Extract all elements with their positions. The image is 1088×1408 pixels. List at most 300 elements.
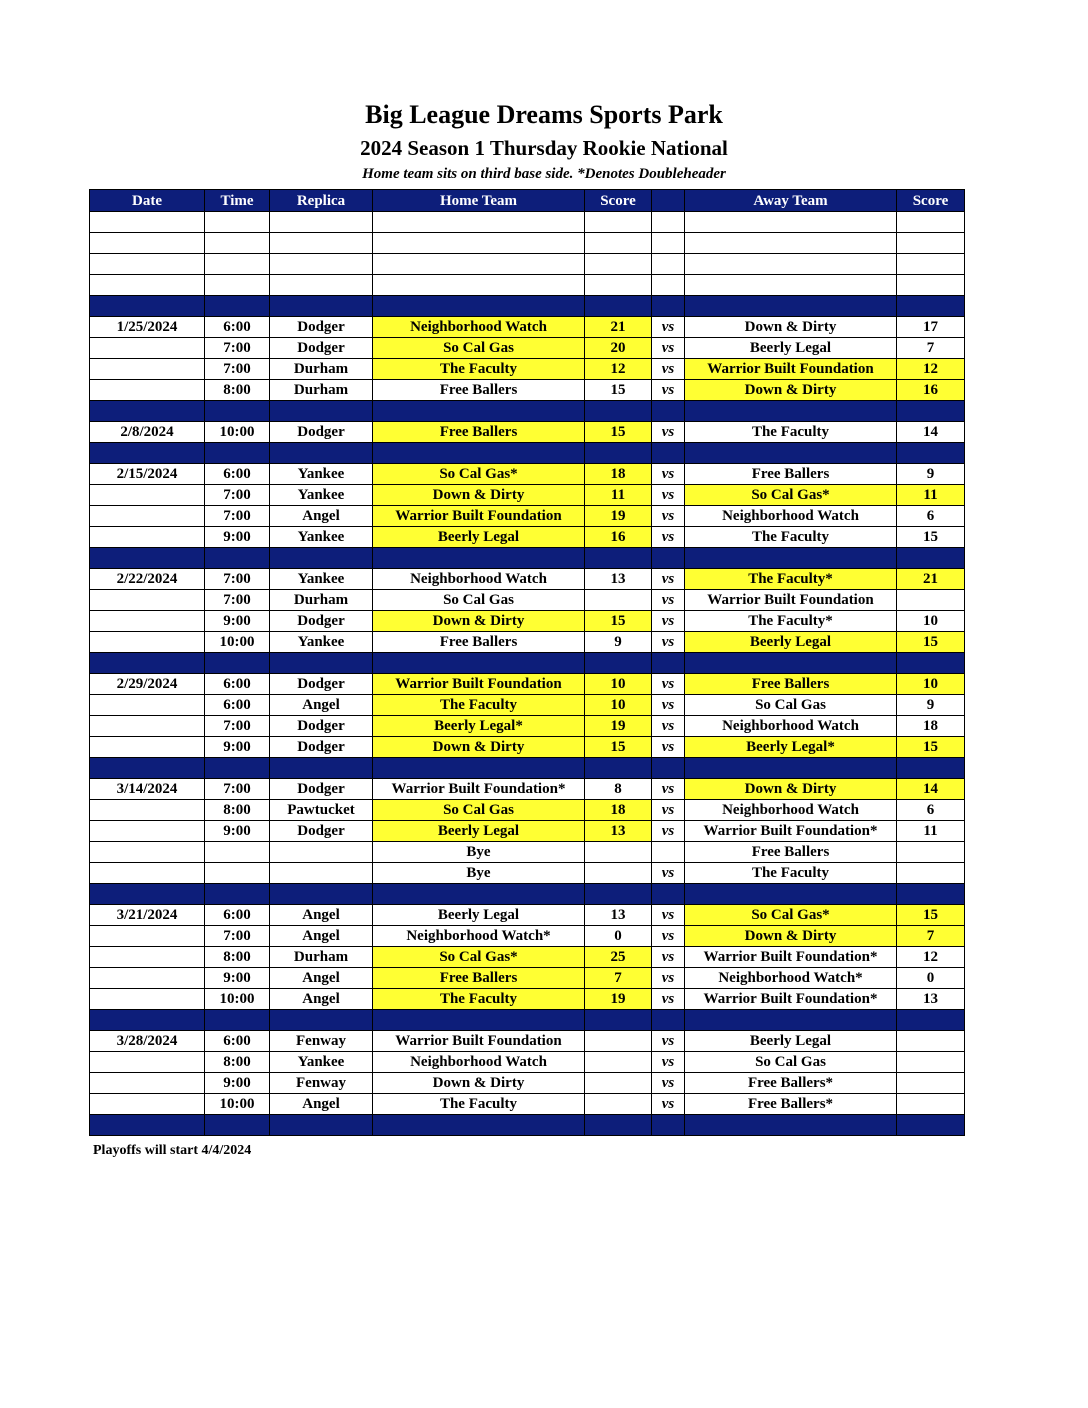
- away-team-cell: Free Ballers: [685, 674, 897, 695]
- blank-cell: [90, 254, 205, 275]
- replica-cell: Dodger: [270, 422, 373, 443]
- away-score-cell: 7: [897, 926, 965, 947]
- separator-cell: [205, 443, 270, 464]
- away-score-cell: [897, 1094, 965, 1115]
- vs-cell: vs: [652, 1094, 685, 1115]
- separator-cell: [585, 758, 652, 779]
- table-row: [90, 716, 965, 737]
- table-row: [90, 968, 965, 989]
- home-team-cell: The Faculty: [373, 695, 585, 716]
- time-cell: 10:00: [205, 632, 270, 653]
- home-score-cell: [585, 842, 652, 863]
- separator-cell: [373, 296, 585, 317]
- away-score-cell: 6: [897, 506, 965, 527]
- separator-cell: [270, 1010, 373, 1031]
- date-cell: 2/29/2024: [90, 674, 205, 695]
- home-score-cell: 10: [585, 674, 652, 695]
- home-score-cell: [585, 1031, 652, 1052]
- vs-cell: vs: [652, 611, 685, 632]
- blank-cell: [585, 233, 652, 254]
- blank-cell: [90, 275, 205, 296]
- separator-cell: [373, 548, 585, 569]
- separator-cell: [90, 401, 205, 422]
- time-cell: 7:00: [205, 779, 270, 800]
- vs-cell: vs: [652, 506, 685, 527]
- vs-cell: vs: [652, 947, 685, 968]
- table-row: [90, 674, 965, 695]
- home-score-cell: 15: [585, 737, 652, 758]
- table-row: [90, 422, 965, 443]
- table-row: [90, 1052, 965, 1073]
- separator-row: [90, 1010, 965, 1031]
- home-team-cell: Free Ballers: [373, 968, 585, 989]
- date-cell: 3/14/2024: [90, 779, 205, 800]
- away-team-cell: The Faculty*: [685, 569, 897, 590]
- replica-cell: Dodger: [270, 338, 373, 359]
- away-team-cell: Beerly Legal: [685, 1031, 897, 1052]
- away-score-cell: [897, 590, 965, 611]
- time-cell: 9:00: [205, 737, 270, 758]
- separator-cell: [652, 1010, 685, 1031]
- blank-cell: [205, 275, 270, 296]
- vs-cell: vs: [652, 821, 685, 842]
- home-team-cell: Free Ballers: [373, 380, 585, 401]
- separator-cell: [585, 296, 652, 317]
- separator-cell: [270, 1115, 373, 1136]
- separator-cell: [585, 443, 652, 464]
- blank-cell: [685, 254, 897, 275]
- separator-cell: [205, 653, 270, 674]
- table-row: [90, 905, 965, 926]
- blank-cell: [90, 233, 205, 254]
- time-cell: 6:00: [205, 695, 270, 716]
- time-cell: 10:00: [205, 422, 270, 443]
- schedule-table: [89, 189, 965, 1136]
- away-team-cell: Warrior Built Foundation*: [685, 947, 897, 968]
- home-score-cell: 12: [585, 359, 652, 380]
- table-row: [90, 380, 965, 401]
- blank-row: [90, 254, 965, 275]
- separator-cell: [270, 884, 373, 905]
- away-team-cell: Warrior Built Foundation: [685, 590, 897, 611]
- table-row: [90, 569, 965, 590]
- date-cell: [90, 1094, 205, 1115]
- date-cell: [90, 863, 205, 884]
- date-cell: [90, 632, 205, 653]
- home-score-cell: 20: [585, 338, 652, 359]
- blank-cell: [205, 233, 270, 254]
- blank-cell: [373, 254, 585, 275]
- table-row: [90, 317, 965, 338]
- vs-cell: vs: [652, 674, 685, 695]
- separator-cell: [685, 884, 897, 905]
- separator-cell: [90, 1010, 205, 1031]
- replica-cell: Dodger: [270, 821, 373, 842]
- vs-cell: vs: [652, 905, 685, 926]
- separator-cell: [652, 401, 685, 422]
- home-team-cell: Down & Dirty: [373, 611, 585, 632]
- home-team-cell: Bye: [373, 842, 585, 863]
- vs-cell: vs: [652, 926, 685, 947]
- away-score-cell: [897, 842, 965, 863]
- home-score-cell: 15: [585, 422, 652, 443]
- separator-row: [90, 884, 965, 905]
- vs-cell: vs: [652, 1031, 685, 1052]
- blank-cell: [585, 275, 652, 296]
- date-cell: 3/28/2024: [90, 1031, 205, 1052]
- replica-cell: Angel: [270, 695, 373, 716]
- away-score-cell: 15: [897, 527, 965, 548]
- home-score-cell: 9: [585, 632, 652, 653]
- table-row: [90, 1094, 965, 1115]
- away-team-cell: So Cal Gas: [685, 695, 897, 716]
- separator-cell: [685, 1010, 897, 1031]
- home-team-cell: So Cal Gas: [373, 338, 585, 359]
- replica-cell: Yankee: [270, 464, 373, 485]
- replica-cell: Dodger: [270, 779, 373, 800]
- page-subtitle: 2024 Season 1 Thursday Rookie National: [360, 136, 728, 160]
- home-team-cell: So Cal Gas: [373, 590, 585, 611]
- page-title: Big League Dreams Sports Park: [365, 100, 723, 129]
- replica-cell: Yankee: [270, 527, 373, 548]
- table-row: [90, 359, 965, 380]
- home-score-cell: [585, 1094, 652, 1115]
- time-cell: 7:00: [205, 590, 270, 611]
- playoffs-note: Playoffs will start 4/4/2024: [93, 1143, 252, 1158]
- away-score-cell: 16: [897, 380, 965, 401]
- home-team-cell: Neighborhood Watch: [373, 1052, 585, 1073]
- replica-cell: [270, 842, 373, 863]
- blank-cell: [270, 212, 373, 233]
- away-score-cell: 10: [897, 611, 965, 632]
- time-cell: [205, 842, 270, 863]
- table-row: [90, 506, 965, 527]
- vs-cell: vs: [652, 485, 685, 506]
- time-cell: 6:00: [205, 317, 270, 338]
- replica-cell: Angel: [270, 968, 373, 989]
- separator-cell: [897, 1115, 965, 1136]
- time-cell: 7:00: [205, 506, 270, 527]
- away-team-cell: Down & Dirty: [685, 926, 897, 947]
- col-vs: [652, 190, 685, 212]
- date-cell: 3/21/2024: [90, 905, 205, 926]
- separator-cell: [270, 401, 373, 422]
- blank-cell: [685, 275, 897, 296]
- time-cell: 6:00: [205, 1031, 270, 1052]
- home-team-cell: So Cal Gas*: [373, 947, 585, 968]
- blank-cell: [652, 233, 685, 254]
- away-team-cell: The Faculty: [685, 863, 897, 884]
- separator-row: [90, 443, 965, 464]
- separator-cell: [270, 296, 373, 317]
- separator-cell: [373, 884, 585, 905]
- vs-cell: vs: [652, 989, 685, 1010]
- separator-cell: [270, 653, 373, 674]
- blank-row: [90, 233, 965, 254]
- replica-cell: Angel: [270, 1094, 373, 1115]
- home-team-cell: Neighborhood Watch: [373, 317, 585, 338]
- date-cell: [90, 968, 205, 989]
- replica-cell: Durham: [270, 359, 373, 380]
- time-cell: 6:00: [205, 905, 270, 926]
- date-cell: [90, 695, 205, 716]
- blank-cell: [270, 275, 373, 296]
- date-cell: [90, 1073, 205, 1094]
- blank-cell: [585, 212, 652, 233]
- vs-cell: vs: [652, 422, 685, 443]
- away-team-cell: Beerly Legal*: [685, 737, 897, 758]
- date-cell: [90, 989, 205, 1010]
- home-team-cell: Warrior Built Foundation: [373, 674, 585, 695]
- away-score-cell: 6: [897, 800, 965, 821]
- vs-cell: vs: [652, 317, 685, 338]
- table-row: [90, 527, 965, 548]
- away-team-cell: Warrior Built Foundation*: [685, 821, 897, 842]
- away-team-cell: Neighborhood Watch: [685, 800, 897, 821]
- home-team-cell: Beerly Legal: [373, 905, 585, 926]
- separator-cell: [685, 548, 897, 569]
- home-team-cell: Beerly Legal: [373, 527, 585, 548]
- vs-cell: vs: [652, 737, 685, 758]
- time-cell: 10:00: [205, 1094, 270, 1115]
- home-score-cell: 16: [585, 527, 652, 548]
- home-team-cell: Warrior Built Foundation*: [373, 779, 585, 800]
- away-team-cell: The Faculty: [685, 422, 897, 443]
- blank-cell: [652, 254, 685, 275]
- separator-cell: [205, 296, 270, 317]
- separator-cell: [685, 758, 897, 779]
- blank-cell: [373, 275, 585, 296]
- separator-cell: [90, 653, 205, 674]
- away-team-cell: So Cal Gas*: [685, 485, 897, 506]
- away-team-cell: Warrior Built Foundation: [685, 359, 897, 380]
- separator-cell: [90, 1115, 205, 1136]
- home-team-cell: Neighborhood Watch: [373, 569, 585, 590]
- away-score-cell: 10: [897, 674, 965, 695]
- separator-cell: [373, 653, 585, 674]
- col-away-score: Score: [897, 190, 965, 212]
- time-cell: 9:00: [205, 611, 270, 632]
- date-cell: [90, 359, 205, 380]
- time-cell: 6:00: [205, 674, 270, 695]
- date-cell: [90, 716, 205, 737]
- home-score-cell: 11: [585, 485, 652, 506]
- replica-cell: Dodger: [270, 611, 373, 632]
- home-team-cell: Warrior Built Foundation: [373, 506, 585, 527]
- vs-cell: vs: [652, 359, 685, 380]
- table-row: [90, 926, 965, 947]
- separator-cell: [585, 1010, 652, 1031]
- date-cell: 2/22/2024: [90, 569, 205, 590]
- vs-cell: vs: [652, 380, 685, 401]
- home-score-cell: 0: [585, 926, 652, 947]
- home-score-cell: 15: [585, 611, 652, 632]
- separator-cell: [652, 296, 685, 317]
- separator-cell: [897, 758, 965, 779]
- vs-cell: vs: [652, 590, 685, 611]
- schedule-body: [90, 212, 965, 1136]
- date-cell: [90, 800, 205, 821]
- replica-cell: Angel: [270, 506, 373, 527]
- date-cell: [90, 611, 205, 632]
- date-cell: 2/8/2024: [90, 422, 205, 443]
- separator-cell: [652, 758, 685, 779]
- home-team-cell: Beerly Legal: [373, 821, 585, 842]
- vs-cell: vs: [652, 695, 685, 716]
- home-score-cell: 7: [585, 968, 652, 989]
- separator-cell: [373, 1115, 585, 1136]
- home-score-cell: 21: [585, 317, 652, 338]
- separator-cell: [652, 1115, 685, 1136]
- home-score-cell: 19: [585, 506, 652, 527]
- away-team-cell: Free Ballers*: [685, 1094, 897, 1115]
- away-team-cell: The Faculty*: [685, 611, 897, 632]
- away-score-cell: 9: [897, 695, 965, 716]
- time-cell: 7:00: [205, 359, 270, 380]
- time-cell: 6:00: [205, 464, 270, 485]
- replica-cell: Dodger: [270, 716, 373, 737]
- separator-row: [90, 758, 965, 779]
- replica-cell: Angel: [270, 926, 373, 947]
- separator-cell: [205, 1115, 270, 1136]
- time-cell: 9:00: [205, 527, 270, 548]
- home-team-cell: Beerly Legal*: [373, 716, 585, 737]
- separator-cell: [270, 758, 373, 779]
- separator-cell: [205, 758, 270, 779]
- date-cell: [90, 1052, 205, 1073]
- separator-row: [90, 548, 965, 569]
- away-score-cell: 15: [897, 632, 965, 653]
- home-score-cell: 19: [585, 716, 652, 737]
- away-team-cell: So Cal Gas: [685, 1052, 897, 1073]
- away-score-cell: 15: [897, 905, 965, 926]
- home-score-cell: 13: [585, 569, 652, 590]
- vs-cell: vs: [652, 464, 685, 485]
- replica-cell: Durham: [270, 947, 373, 968]
- separator-cell: [270, 548, 373, 569]
- separator-cell: [897, 401, 965, 422]
- home-team-cell: Down & Dirty: [373, 1073, 585, 1094]
- away-score-cell: [897, 1073, 965, 1094]
- vs-cell: vs: [652, 1052, 685, 1073]
- away-score-cell: 9: [897, 464, 965, 485]
- vs-cell: vs: [652, 779, 685, 800]
- away-team-cell: Down & Dirty: [685, 380, 897, 401]
- home-team-cell: Down & Dirty: [373, 485, 585, 506]
- home-score-cell: 18: [585, 800, 652, 821]
- col-time: Time: [205, 190, 270, 212]
- away-score-cell: 11: [897, 821, 965, 842]
- away-team-cell: The Faculty: [685, 527, 897, 548]
- separator-cell: [373, 1010, 585, 1031]
- time-cell: 8:00: [205, 947, 270, 968]
- away-score-cell: 17: [897, 317, 965, 338]
- table-row: [90, 590, 965, 611]
- separator-cell: [652, 548, 685, 569]
- time-cell: 7:00: [205, 716, 270, 737]
- separator-row: [90, 1115, 965, 1136]
- blank-cell: [90, 212, 205, 233]
- home-team-cell: The Faculty: [373, 359, 585, 380]
- away-score-cell: [897, 1031, 965, 1052]
- away-score-cell: 15: [897, 737, 965, 758]
- replica-cell: Yankee: [270, 569, 373, 590]
- replica-cell: Fenway: [270, 1031, 373, 1052]
- col-home-team: Home Team: [373, 190, 585, 212]
- away-score-cell: 7: [897, 338, 965, 359]
- table-row: [90, 695, 965, 716]
- separator-cell: [205, 1010, 270, 1031]
- replica-cell: Pawtucket: [270, 800, 373, 821]
- away-team-cell: Down & Dirty: [685, 779, 897, 800]
- away-team-cell: Free Ballers: [685, 464, 897, 485]
- away-team-cell: Free Ballers*: [685, 1073, 897, 1094]
- date-cell: [90, 485, 205, 506]
- vs-cell: vs: [652, 527, 685, 548]
- time-cell: 7:00: [205, 569, 270, 590]
- away-team-cell: Beerly Legal: [685, 632, 897, 653]
- date-cell: [90, 380, 205, 401]
- separator-row: [90, 653, 965, 674]
- away-team-cell: Beerly Legal: [685, 338, 897, 359]
- separator-cell: [205, 548, 270, 569]
- separator-cell: [897, 653, 965, 674]
- away-score-cell: 11: [897, 485, 965, 506]
- table-row: [90, 989, 965, 1010]
- separator-cell: [685, 1115, 897, 1136]
- time-cell: 9:00: [205, 821, 270, 842]
- blank-row: [90, 212, 965, 233]
- time-cell: 10:00: [205, 989, 270, 1010]
- home-score-cell: 13: [585, 905, 652, 926]
- col-away-team: Away Team: [685, 190, 897, 212]
- blank-cell: [373, 233, 585, 254]
- separator-row: [90, 296, 965, 317]
- date-cell: 1/25/2024: [90, 317, 205, 338]
- home-team-cell: Neighborhood Watch*: [373, 926, 585, 947]
- time-cell: [205, 863, 270, 884]
- home-score-cell: [585, 590, 652, 611]
- away-team-cell: Down & Dirty: [685, 317, 897, 338]
- table-row: [90, 464, 965, 485]
- replica-cell: Dodger: [270, 317, 373, 338]
- table-row: [90, 842, 965, 863]
- vs-cell: vs: [652, 569, 685, 590]
- away-score-cell: 14: [897, 422, 965, 443]
- table-row: [90, 947, 965, 968]
- blank-cell: [685, 212, 897, 233]
- date-cell: 2/15/2024: [90, 464, 205, 485]
- separator-cell: [90, 443, 205, 464]
- away-score-cell: 13: [897, 989, 965, 1010]
- blank-cell: [897, 212, 965, 233]
- home-score-cell: [585, 863, 652, 884]
- away-team-cell: Neighborhood Watch: [685, 506, 897, 527]
- separator-cell: [90, 758, 205, 779]
- separator-cell: [585, 884, 652, 905]
- separator-cell: [685, 443, 897, 464]
- blank-cell: [205, 212, 270, 233]
- blank-cell: [897, 275, 965, 296]
- vs-cell: vs: [652, 632, 685, 653]
- separator-cell: [897, 1010, 965, 1031]
- blank-cell: [270, 254, 373, 275]
- home-team-cell: The Faculty: [373, 1094, 585, 1115]
- replica-cell: Durham: [270, 380, 373, 401]
- separator-cell: [585, 401, 652, 422]
- blank-cell: [897, 254, 965, 275]
- blank-cell: [897, 233, 965, 254]
